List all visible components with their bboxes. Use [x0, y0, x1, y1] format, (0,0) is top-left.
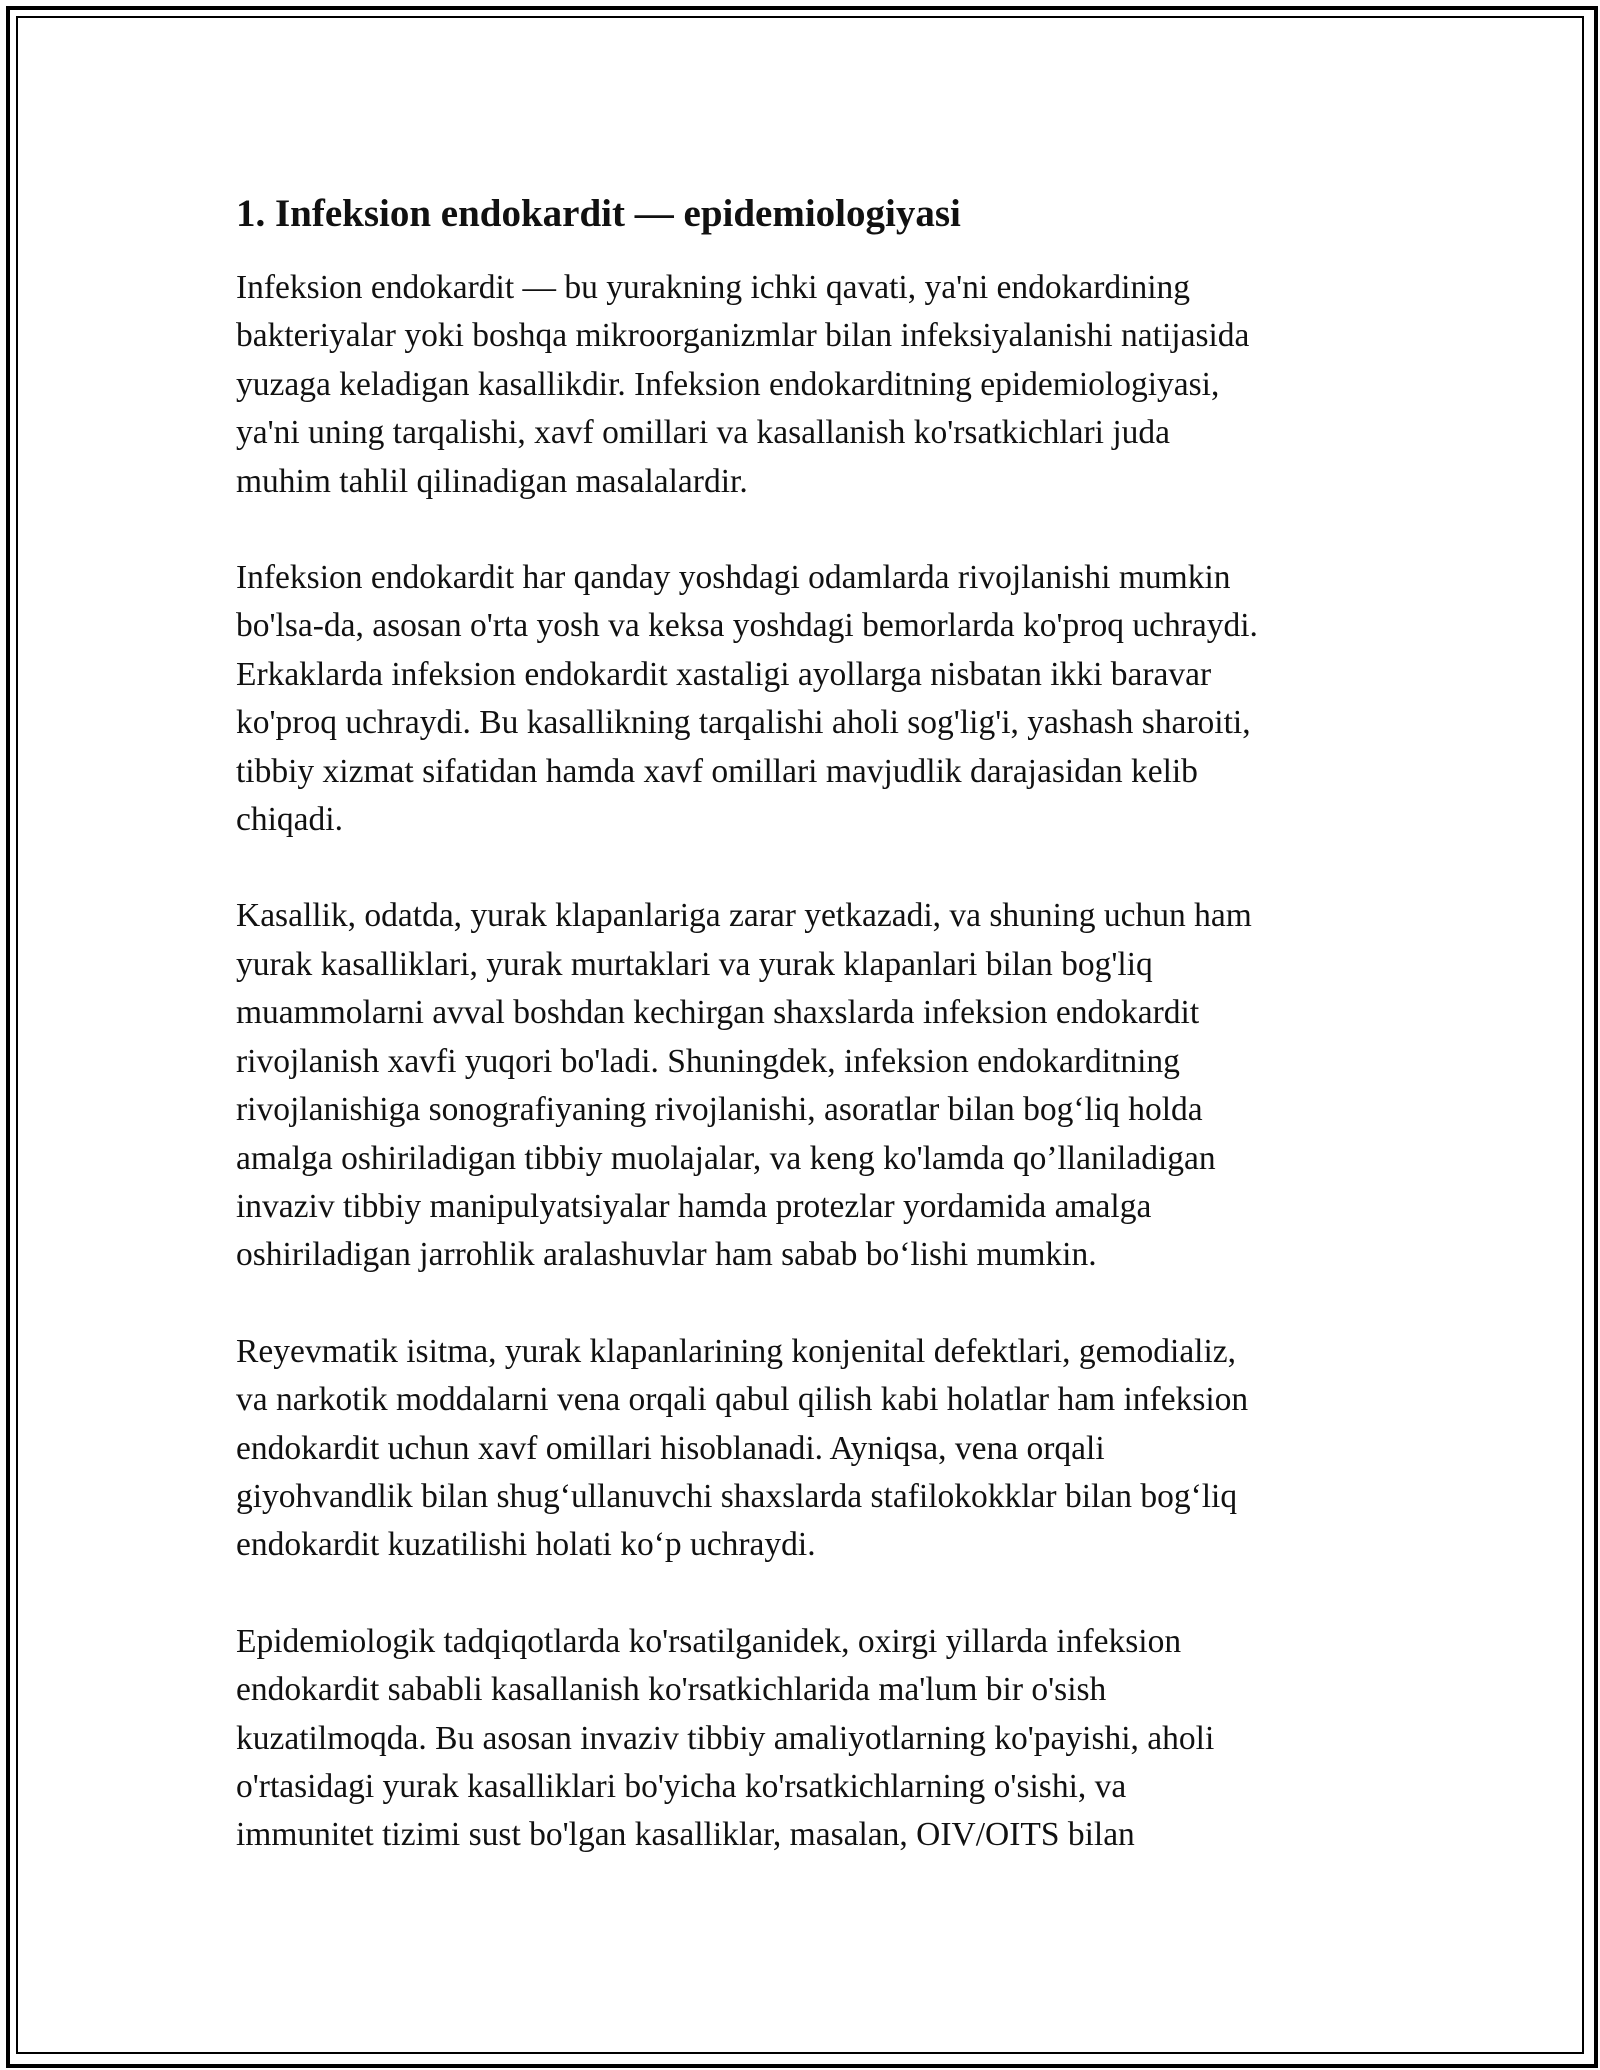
- text-line: bo'lsa-da, asosan o'rta yosh va keksa yoshdagi bemorlarda ko'proq uchraydi.: [236, 607, 1258, 645]
- text-line: Epidemiologik tadqiqotlarda ko'rsatilganidek, oxirgi yillarda infeksion: [236, 1622, 1182, 1660]
- paragraph-definition: [236, 264, 1366, 506]
- text-line: chiqadi.: [236, 801, 343, 839]
- text-line: endokardit uchun xavf omillari hisoblanadi. Ayniqsa, vena orqali: [236, 1429, 1105, 1467]
- text-line: immunitet tizimi sust bo'lgan kasalliklar, masalan, OIV/OITS bilan: [236, 1816, 1135, 1854]
- page-title: 1. Infeksion endokardit — epidemiologiyasi: [236, 192, 961, 235]
- text-line: kuzatilmoqda. Bu asosan invaziv tibbiy amaliyotlarning ko'payishi, aholi: [236, 1719, 1215, 1757]
- text-line: giyohvandlik bilan shug‘ullanuvchi shaxslarda stafilokokklar bilan bog‘liq: [236, 1477, 1238, 1515]
- document-body: [236, 186, 1366, 1908]
- text-line: invaziv tibbiy manipulyatsiyalar hamda protezlar yordamida amalga: [236, 1187, 1152, 1225]
- text-line: Infeksion endokardit har qanday yoshdagi odamlarda rivojlanishi mumkin: [236, 559, 1231, 597]
- text-line: ko'proq uchraydi. Bu kasallikning tarqalishi aholi sog'lig'i, yashash sharoiti,: [236, 704, 1251, 742]
- text-line: muammolarni avval boshdan kechirgan shaxslarda infeksion endokardit: [236, 994, 1200, 1032]
- text-line: yurak kasalliklari, yurak murtaklari va yurak klapanlari bilan bog'liq: [236, 945, 1153, 983]
- text-line: yuzaga keladigan kasallikdir. Infeksion endokarditning epidemiologiyasi,: [236, 365, 1220, 403]
- text-line: rivojlanishiga sonografiyaning rivojlanishi, asoratlar bilan bog‘liq holda: [236, 1091, 1203, 1129]
- text-line: endokardit sababli kasallanish ko'rsatkichlarida ma'lum bir o'sish: [236, 1671, 1107, 1709]
- text-line: va narkotik moddalarni vena orqali qabul qilish kabi holatlar ham infeksion: [236, 1381, 1249, 1419]
- text-line: Erkaklarda infeksion endokardit xastaligi ayollarga nisbatan ikki baravar: [236, 655, 1212, 693]
- text-line: amalga oshiriladigan tibbiy muolajalar, va keng ko'lamda qo’llaniladigan: [236, 1139, 1216, 1177]
- text-line: endokardit kuzatilishi holati ko‘p uchraydi.: [236, 1526, 816, 1564]
- text-line: bakteriyalar yoki boshqa mikroorganizmlar bilan infeksiyalanishi natijasida: [236, 317, 1250, 355]
- text-line: muhim tahlil qilinadigan masalalardir.: [236, 462, 748, 500]
- text-line: Reyevmatik isitma, yurak klapanlarining konjenital defektlari, gemodializ,: [236, 1332, 1237, 1370]
- text-line: Infeksion endokardit — bu yurakning ichki qavati, ya'ni endokardining: [236, 269, 1191, 306]
- paragraph-studies: [236, 1618, 1366, 1860]
- text-line: Kasallik, odatda, yurak klapanlariga zarar yetkazadi, va shuning uchun ham: [236, 897, 1252, 935]
- paragraph-valve-damage: [236, 892, 1366, 1279]
- paragraph-risk-factors: [236, 1328, 1366, 1570]
- text-line: ya'ni uning tarqalishi, xavf omillari va kasallanish ko'rsatkichlari juda: [236, 414, 1171, 452]
- text-line: oshiriladigan jarrohlik aralashuvlar ham sabab bo‘lishi mumkin.: [236, 1236, 1097, 1274]
- text-line: o'rtasidagi yurak kasalliklari bo'yicha ko'rsatkichlarning o'sishi, va: [236, 1767, 1127, 1805]
- text-line: tibbiy xizmat sifatidan hamda xavf omillari mavjudlik darajasidan kelib: [236, 752, 1198, 790]
- paragraph-demographics: [236, 554, 1366, 844]
- text-line: rivojlanish xavfi yuqori bo'ladi. Shuningdek, infeksion endokarditning: [236, 1042, 1180, 1080]
